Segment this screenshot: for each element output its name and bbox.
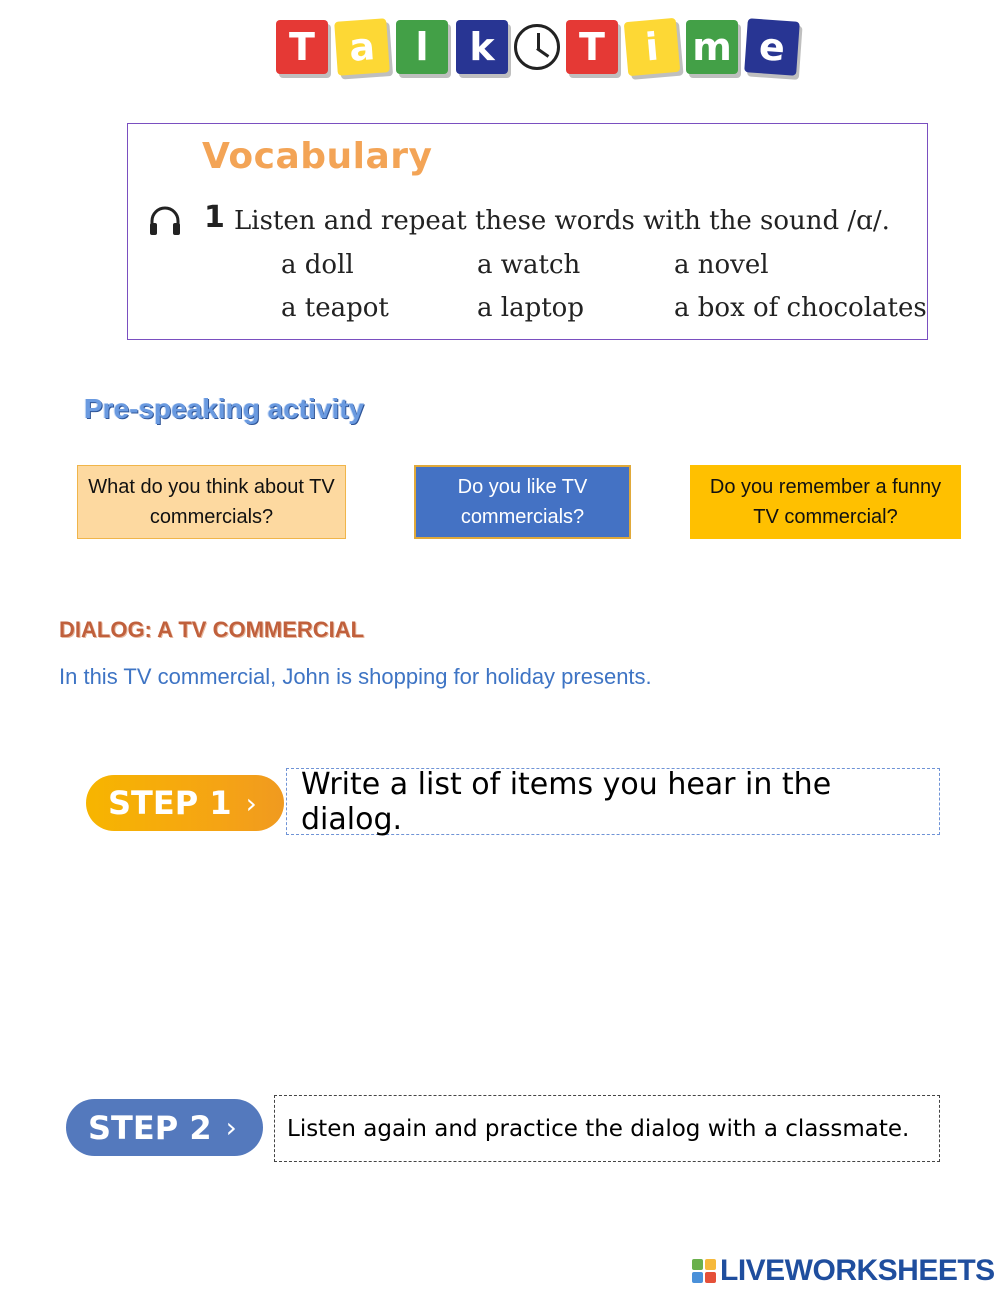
vocab-word: a box of chocolates bbox=[674, 293, 927, 323]
vocab-word: a teapot bbox=[281, 293, 389, 323]
pre-speaking-heading: Pre-speaking activity bbox=[84, 393, 365, 424]
title-block-t2: T bbox=[566, 20, 618, 74]
clock-icon bbox=[514, 24, 560, 70]
step-2-text: Listen again and practice the dialog with a classmate. bbox=[287, 1115, 910, 1142]
vocab-word: a doll bbox=[281, 250, 354, 280]
liveworksheets-logo-icon bbox=[692, 1259, 716, 1283]
title-block-t: T bbox=[276, 20, 328, 74]
vocabulary-box bbox=[127, 123, 928, 340]
dialog-heading: DIALOG: A TV COMMERCIAL bbox=[59, 617, 365, 642]
title-block-m: m bbox=[686, 20, 738, 74]
vocab-word: a novel bbox=[674, 250, 769, 280]
step-2-label: STEP 2 bbox=[88, 1108, 212, 1147]
dialog-intro: In this TV commercial, John is shopping for holiday presents. bbox=[59, 664, 652, 689]
step-1-label: STEP 1 bbox=[108, 784, 232, 822]
liveworksheets-logo-text: LIVEWORKSHEETS bbox=[720, 1254, 995, 1287]
question-box-2: Do you like TV commercials? bbox=[414, 465, 631, 539]
title-block-i: i bbox=[624, 18, 681, 76]
chevron-right-icon: › bbox=[225, 1111, 237, 1144]
vocabulary-heading: Vocabulary bbox=[202, 136, 433, 177]
question-box-3: Do you remember a funny TV commercial? bbox=[690, 465, 961, 539]
step-1-instruction bbox=[286, 768, 940, 835]
step-2-badge bbox=[66, 1099, 263, 1156]
title-block-e: e bbox=[744, 18, 800, 75]
title-block-l: l bbox=[396, 20, 448, 74]
title-block-k: k bbox=[456, 20, 508, 74]
headphones-icon[interactable] bbox=[148, 206, 182, 236]
vocab-word: a watch bbox=[477, 250, 581, 280]
chevron-right-icon: › bbox=[245, 786, 257, 820]
vocab-word: a laptop bbox=[477, 293, 584, 323]
title-block-a: a bbox=[334, 18, 390, 75]
exercise-number: 1 bbox=[204, 200, 225, 235]
vocabulary-instruction: Listen and repeat these words with the sound /ɑ/. bbox=[234, 206, 890, 236]
step-2-instruction bbox=[274, 1095, 940, 1162]
question-box-1: What do you think about TV commercials? bbox=[77, 465, 346, 539]
talk-time-title bbox=[276, 14, 806, 80]
step-1-text: Write a list of items you hear in the dialog. bbox=[301, 766, 832, 837]
liveworksheets-logo[interactable] bbox=[692, 1254, 995, 1288]
step-1-badge bbox=[86, 775, 284, 831]
